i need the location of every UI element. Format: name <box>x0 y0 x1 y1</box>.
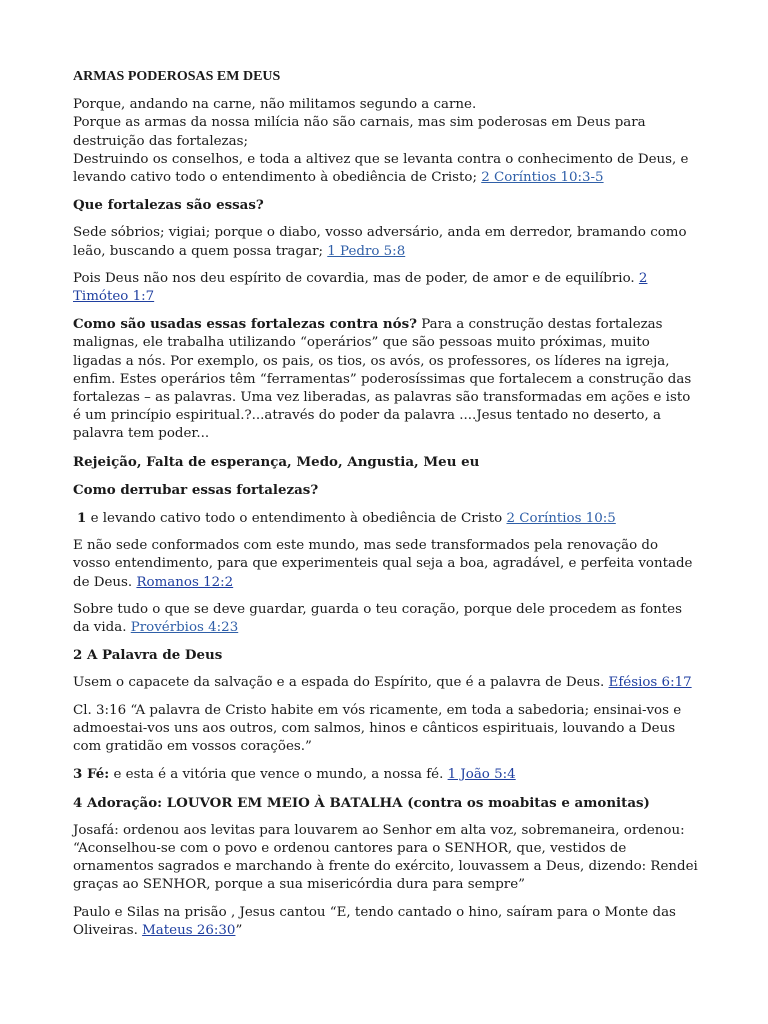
item-3-paragraph <box>73 765 698 784</box>
paragraph-usadas-question: Como são usadas essas fortalezas contra nós? <box>73 316 417 333</box>
paragraph-sobrios <box>73 224 698 260</box>
paragraph-proverbios <box>73 601 698 637</box>
ref-link-efesios-6-17[interactable]: Efésios 6:17 <box>608 675 692 691</box>
item-1-paragraph <box>73 509 698 528</box>
paragraph-timoteo <box>73 270 698 306</box>
document-page <box>73 68 698 949</box>
paragraph-romanos-text: E não sede conformados com este mundo, mas sede transformados pela renovação do vosso entendimento, para que experimenteis qual seja a boa, agradável, e perfeita vontade de Deus. <box>73 538 693 590</box>
ref-link-proverbios-4-23[interactable]: Provérbios 4:23 <box>130 620 239 636</box>
paragraph-proverbios-text: Sobre tudo o que se deve guardar, guarda o teu coração, porque dele procedem as fontes da vida. <box>73 601 682 636</box>
item-1-text: e levando cativo todo o entendimento à obediência de Cristo <box>86 511 507 527</box>
paragraph-sobrios-text: Sede sóbrios; vigiai; porque o diabo, vosso adversário, anda em derredor, bramando como leão, buscando a quem possa tragar; <box>73 225 687 259</box>
intro-line-3: Destruindo os conselhos, e toda a altivez que se levanta contra o conhecimento de Deus, e levando cativo todo o entendimento à obediência de Cristo; <box>73 151 689 186</box>
paragraph-timoteo-text: Pois Deus não nos deu espírito de covardia, mas de poder, de amor e de equilíbrio. <box>73 270 639 286</box>
intro-line-2: Porque as armas da nossa milícia não são carnais, mas sim poderosas em Deus para destruição das fortalezas; <box>73 115 646 149</box>
paragraph-efesios <box>73 674 698 692</box>
item-3-text: e esta é a vitória que vence o mundo, a nossa fé. <box>109 767 448 783</box>
document-title: ARMAS PODEROSAS EM DEUS <box>73 69 281 84</box>
ref-link-mateus-26-30[interactable]: Mateus 26:30 <box>142 922 236 938</box>
item-1-number: 1 <box>77 510 87 527</box>
question-heading-2: Como derrubar essas fortalezas? <box>73 481 319 498</box>
paragraph-usadas-text: Para a construção destas fortalezas malignas, ele trabalha utilizando “operários” que são pessoas muito próximas, muito ligadas a nós. Por exemplo, os pais, os tios, os avós, os professores, os líderes na igreja, enfim. Estes operários têm “ferramentas” poderosíssimas que fortalecem a construção das fortalezas – as palavras. Uma vez liberadas, as palavras são transformadas em ações e isto é um princípio espiritual.?...através do poder da palavra ....Jesus tentado no deserto, a palavra tem poder... <box>73 317 692 442</box>
paragraph-paulo-silas-text: Paulo e Silas na prisão , Jesus cantou “E, tendo cantado o hino, saíram para o Monte das Oliveiras. <box>73 904 676 938</box>
intro-line-1: Porque, andando na carne, não militamos segundo a carne. <box>73 97 477 113</box>
paragraph-paulo-silas-end: ” <box>235 922 243 938</box>
paragraph-romanos <box>73 537 698 592</box>
strongholds-list-heading: Rejeição, Falta de esperança, Medo, Angustia, Meu eu <box>73 453 480 470</box>
ref-link-2-timoteo-1-7[interactable]: 2 Timóteo 1:7 <box>73 270 648 305</box>
item-3-label: 3 Fé: <box>73 766 110 783</box>
section-heading-palavra-de-deus: 2 A Palavra de Deus <box>73 647 223 664</box>
paragraph-usadas <box>73 315 698 443</box>
paragraph-josafa: Josafá: ordenou aos levitas para louvarem ao Senhor em alta voz, sobremaneira, ordenou: “Aconselhou-se com o povo e ordenou cantores para o SENHOR, que, vestidos de ornamentos sagrados e marchando à frente do exército, louvassem a Deus, dizendo: Rendei graças ao SENHOR, porque a sua misericórdia dura para sempre” <box>73 822 698 893</box>
ref-link-2-corintios-10-3-5[interactable]: 2 Coríntios 10:3-5 <box>481 170 604 186</box>
paragraph-colossenses: Cl. 3:16 “A palavra de Cristo habite em vós ricamente, em toda a sabedoria; ensinai-vos e admoestai-vos uns aos outros, com salmos, hinos e cânticos espirituais, louvando a Deus com gratidão em vossos corações.” <box>73 702 682 755</box>
question-heading-1: Que fortalezas são essas? <box>73 197 264 214</box>
ref-link-1-joao-5-4[interactable]: 1 João 5:4 <box>447 767 516 783</box>
paragraph-efesios-text: Usem o capacete da salvação e a espada do Espírito, que é a palavra de Deus. <box>73 675 609 691</box>
ref-link-1-pedro-5-8[interactable]: 1 Pedro 5:8 <box>327 243 406 259</box>
intro-paragraph <box>73 96 698 187</box>
ref-link-romanos-12-2[interactable]: Romanos 12:2 <box>136 574 234 590</box>
ref-link-2-corintios-10-5[interactable]: 2 Coríntios 10:5 <box>506 511 616 527</box>
paragraph-paulo-silas <box>73 904 698 940</box>
section-heading-adoracao: 4 Adoração: LOUVOR EM MEIO À BATALHA (contra os moabitas e amonitas) <box>73 794 650 811</box>
